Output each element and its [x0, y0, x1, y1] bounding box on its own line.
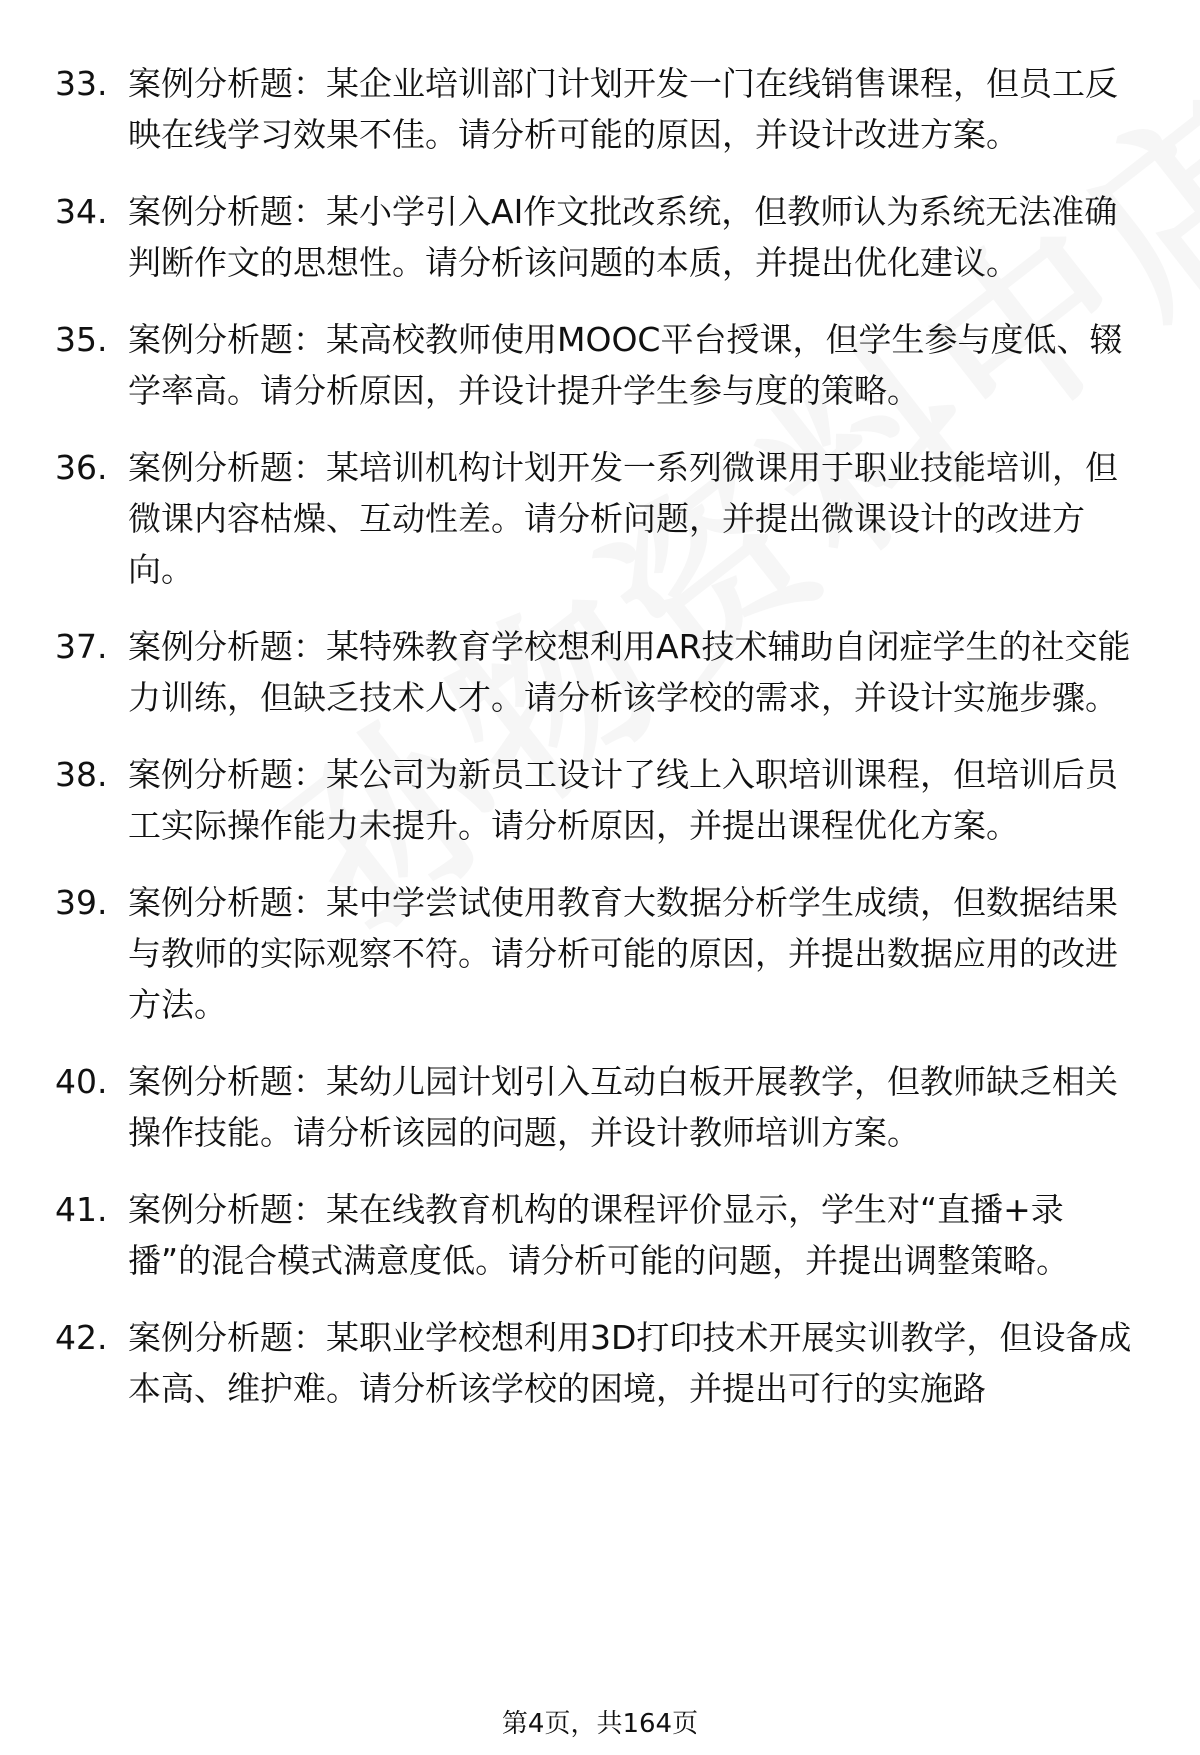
question-text: 案例分析题：某高校教师使用MOOC平台授课，但学生参与度低、辍学率高。请分析原因，并设计提升学生参与度的策略。 — [128, 320, 1123, 410]
question-item — [0, 1184, 1200, 1286]
question-text: 案例分析题：某企业培训部门计划开发一门在线销售课程，但员工反映在线学习效果不佳。请分析可能的原因，并设计改进方案。 — [128, 64, 1118, 154]
question-list — [0, 58, 1200, 1440]
question-number: 39. — [55, 883, 108, 922]
question-item — [0, 749, 1200, 851]
question-text: 案例分析题：某小学引入AI作文批改系统，但教师认为系统无法准确判断作文的思想性。请分析该问题的本质，并提出优化建议。 — [128, 192, 1118, 282]
question-text: 案例分析题：某在线教育机构的课程评价显示，学生对“直播+录播”的混合模式满意度低。请分析可能的问题，并提出调整策略。 — [128, 1190, 1070, 1280]
question-number: 35. — [55, 320, 108, 359]
question-item — [0, 442, 1200, 595]
question-number: 37. — [55, 627, 108, 666]
question-item — [0, 1056, 1200, 1158]
question-number: 34. — [55, 192, 108, 231]
question-item — [0, 1312, 1200, 1414]
question-text: 案例分析题：某中学尝试使用教育大数据分析学生成绩，但数据结果与教师的实际观察不符。请分析可能的原因，并提出数据应用的改进方法。 — [128, 883, 1118, 1024]
question-number: 38. — [55, 755, 108, 794]
question-text: 案例分析题：某公司为新员工设计了线上入职培训课程，但培训后员工实际操作能力未提升。请分析原因，并提出课程优化方案。 — [128, 755, 1118, 845]
question-text: 案例分析题：某职业学校想利用3D打印技术开展实训教学，但设备成本高、维护难。请分析该学校的困境，并提出可行的实施路 — [128, 1318, 1132, 1408]
question-number: 41. — [55, 1190, 108, 1229]
question-number: 36. — [55, 448, 108, 487]
question-item — [0, 877, 1200, 1030]
page-footer: 第4页，共164页 — [501, 1709, 699, 1739]
question-item — [0, 621, 1200, 723]
question-item — [0, 186, 1200, 288]
question-text: 案例分析题：某特殊教育学校想利用AR技术辅助自闭症学生的社交能力训练，但缺乏技术人才。请分析该学校的需求，并设计实施步骤。 — [128, 627, 1131, 717]
question-text: 案例分析题：某培训机构计划开发一系列微课用于职业技能培训，但微课内容枯燥、互动性差。请分析问题，并提出微课设计的改进方向。 — [128, 448, 1118, 589]
question-number: 33. — [55, 64, 108, 103]
question-number: 42. — [55, 1318, 108, 1357]
question-number: 40. — [55, 1062, 108, 1101]
question-text: 案例分析题：某幼儿园计划引入互动白板开展教学，但教师缺乏相关操作技能。请分析该园的问题，并设计教师培训方案。 — [128, 1062, 1118, 1152]
question-item — [0, 58, 1200, 160]
question-item — [0, 314, 1200, 416]
